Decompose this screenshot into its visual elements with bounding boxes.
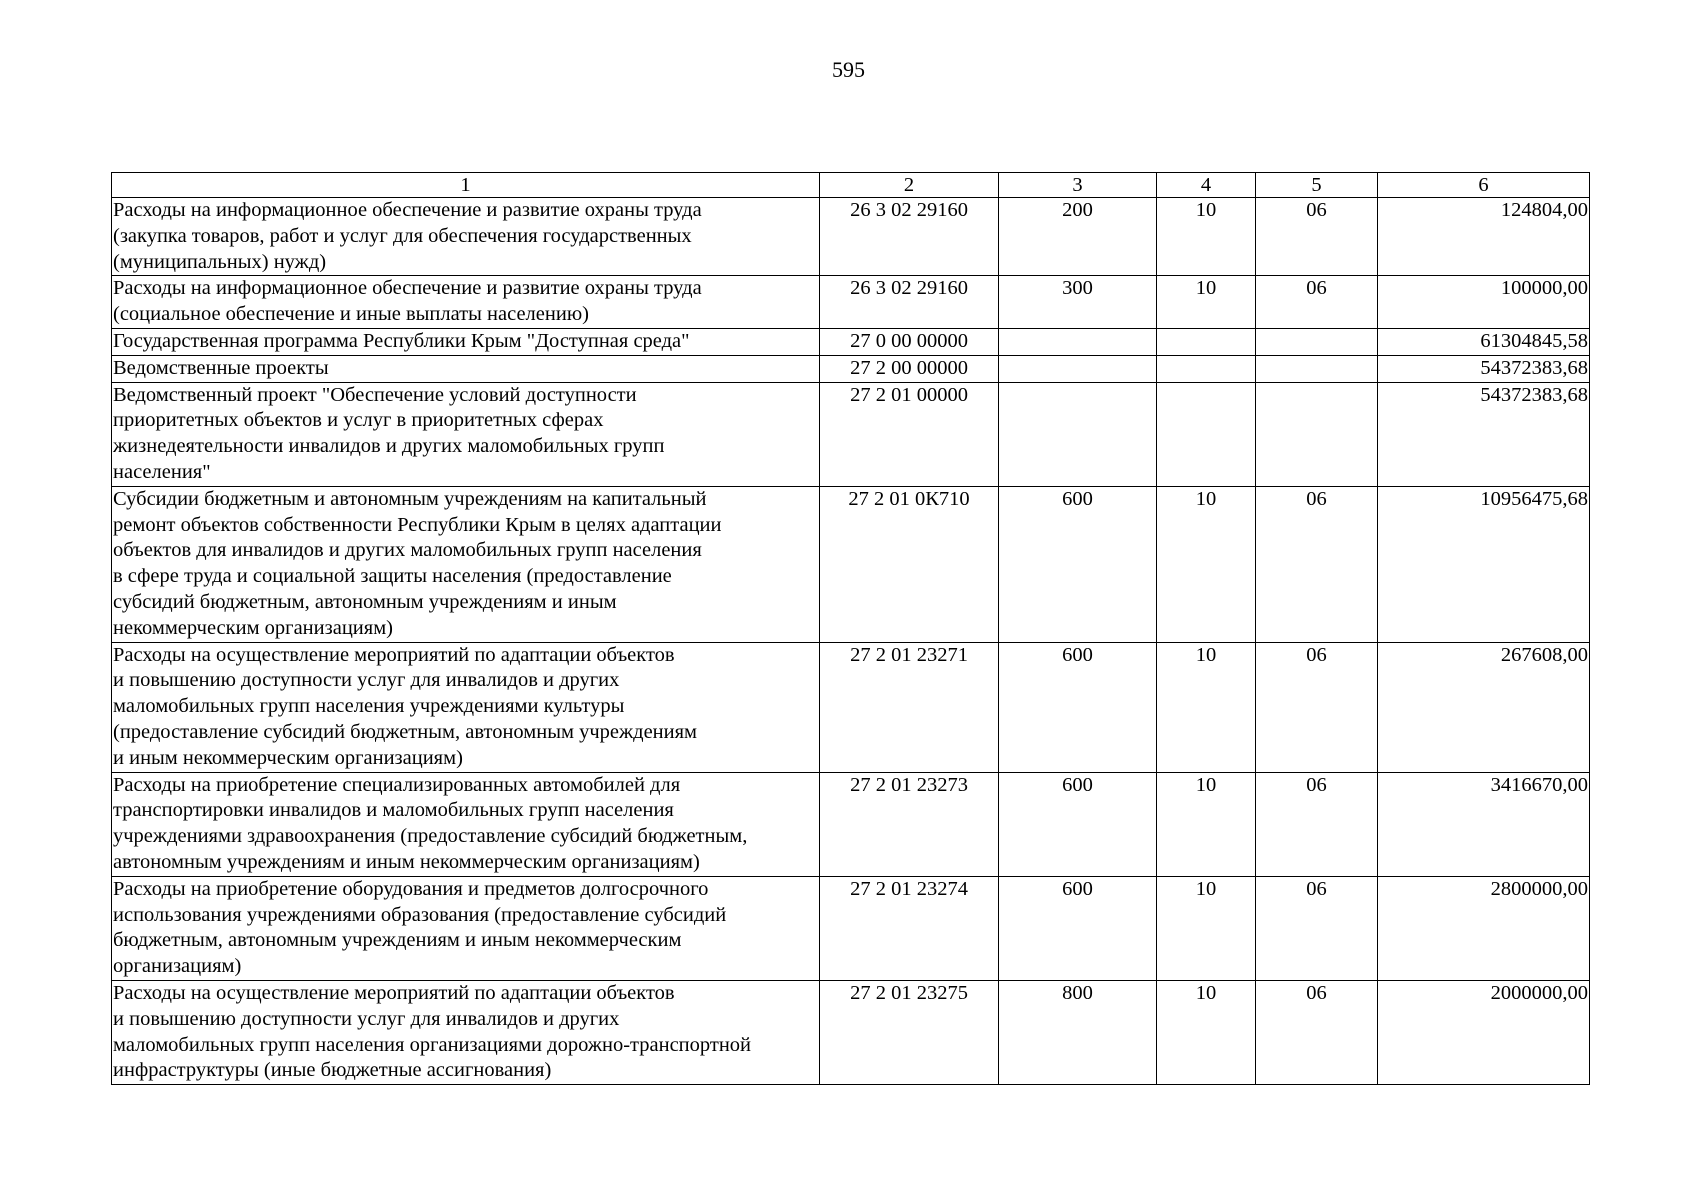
column-header-6: 6 bbox=[1378, 173, 1590, 198]
expense-name: Расходы на осуществление мероприятий по адаптации объектов и повышению доступности услуг для инвалидов и других маломобильных групп населения организациями дорожно-транспортной инфраструктуры (иные бюджетные ассигнования) bbox=[112, 980, 820, 1084]
expense-type-code bbox=[999, 355, 1157, 382]
table-row bbox=[112, 642, 1590, 772]
amount: 54372383,68 bbox=[1378, 382, 1590, 486]
column-header-1: 1 bbox=[112, 173, 820, 198]
target-article-code: 27 0 00 00000 bbox=[820, 328, 999, 355]
target-article-code: 27 2 01 23275 bbox=[820, 980, 999, 1084]
expense-name: Ведомственные проекты bbox=[112, 355, 820, 382]
subsection-code: 06 bbox=[1256, 980, 1378, 1084]
subsection-code: 06 bbox=[1256, 876, 1378, 980]
subsection-code: 06 bbox=[1256, 772, 1378, 876]
expense-type-code: 600 bbox=[999, 876, 1157, 980]
section-code: 10 bbox=[1157, 276, 1256, 329]
amount: 10956475,68 bbox=[1378, 486, 1590, 642]
table-row bbox=[112, 355, 1590, 382]
section-code: 10 bbox=[1157, 486, 1256, 642]
target-article-code: 27 2 01 00000 bbox=[820, 382, 999, 486]
table-row bbox=[112, 382, 1590, 486]
table-row bbox=[112, 876, 1590, 980]
expense-name: Субсидии бюджетным и автономным учреждениям на капитальный ремонт объектов собственности Республики Крым в целях адаптации объектов для инвалидов и других маломобильных групп населения в сфере труда и социальной защиты населения (предоставление субсидий бюджетным, автономным учреждениям и иным некоммерческим организациям) bbox=[112, 486, 820, 642]
expense-name: Расходы на осуществление мероприятий по адаптации объектов и повышению доступности услуг для инвалидов и других маломобильных групп населения учреждениями культуры (предоставление субсидий бюджетным, автономным учреждениям и иным некоммерческим организациям) bbox=[112, 642, 820, 772]
amount: 3416670,00 bbox=[1378, 772, 1590, 876]
page-number: 595 bbox=[832, 57, 865, 82]
amount: 124804,00 bbox=[1378, 198, 1590, 276]
target-article-code: 27 2 00 00000 bbox=[820, 355, 999, 382]
column-header-2: 2 bbox=[820, 173, 999, 198]
section-code bbox=[1157, 382, 1256, 486]
expense-type-code bbox=[999, 328, 1157, 355]
expense-type-code: 300 bbox=[999, 276, 1157, 329]
expense-type-code: 600 bbox=[999, 486, 1157, 642]
subsection-code: 06 bbox=[1256, 486, 1378, 642]
expense-name: Ведомственный проект "Обеспечение условий доступности приоритетных объектов и услуг в приоритетных сферах жизнедеятельности инвалидов и других маломобильных групп населения" bbox=[112, 382, 820, 486]
target-article-code: 26 3 02 29160 bbox=[820, 198, 999, 276]
expense-name: Расходы на информационное обеспечение и развитие охраны труда (социальное обеспечение и иные выплаты населению) bbox=[112, 276, 820, 329]
target-article-code: 27 2 01 23271 bbox=[820, 642, 999, 772]
section-code: 10 bbox=[1157, 876, 1256, 980]
subsection-code bbox=[1256, 382, 1378, 486]
table-row bbox=[112, 198, 1590, 276]
amount: 2800000,00 bbox=[1378, 876, 1590, 980]
section-code bbox=[1157, 355, 1256, 382]
target-article-code: 27 2 01 23274 bbox=[820, 876, 999, 980]
subsection-code: 06 bbox=[1256, 198, 1378, 276]
section-code bbox=[1157, 328, 1256, 355]
section-code: 10 bbox=[1157, 642, 1256, 772]
amount: 267608,00 bbox=[1378, 642, 1590, 772]
column-header-4: 4 bbox=[1157, 173, 1256, 198]
subsection-code: 06 bbox=[1256, 276, 1378, 329]
expense-type-code: 600 bbox=[999, 642, 1157, 772]
section-code: 10 bbox=[1157, 772, 1256, 876]
amount: 100000,00 bbox=[1378, 276, 1590, 329]
table-row bbox=[112, 328, 1590, 355]
section-code: 10 bbox=[1157, 980, 1256, 1084]
expense-name: Расходы на информационное обеспечение и развитие охраны труда (закупка товаров, работ и услуг для обеспечения государственных (муниципальных) нужд) bbox=[112, 198, 820, 276]
expense-name: Расходы на приобретение оборудования и предметов долгосрочного использования учреждениями образования (предоставление субсидий бюджетным, автономным учреждениям и иным некоммерческим организациям) bbox=[112, 876, 820, 980]
table-row bbox=[112, 276, 1590, 329]
amount: 2000000,00 bbox=[1378, 980, 1590, 1084]
target-article-code: 26 3 02 29160 bbox=[820, 276, 999, 329]
expense-type-code bbox=[999, 382, 1157, 486]
section-code: 10 bbox=[1157, 198, 1256, 276]
subsection-code bbox=[1256, 355, 1378, 382]
target-article-code: 27 2 01 23273 bbox=[820, 772, 999, 876]
expense-type-code: 200 bbox=[999, 198, 1157, 276]
expense-name: Расходы на приобретение специализированных автомобилей для транспортировки инвалидов и маломобильных групп населения учреждениями здравоохранения (предоставление субсидий бюджетным, автономным учреждениям и иным некоммерческим организациям) bbox=[112, 772, 820, 876]
subsection-code bbox=[1256, 328, 1378, 355]
header-row bbox=[112, 173, 1590, 198]
budget-table bbox=[111, 172, 1590, 1085]
amount: 61304845,58 bbox=[1378, 328, 1590, 355]
subsection-code: 06 bbox=[1256, 642, 1378, 772]
column-header-3: 3 bbox=[999, 173, 1157, 198]
expense-type-code: 600 bbox=[999, 772, 1157, 876]
table-row bbox=[112, 980, 1590, 1084]
column-header-5: 5 bbox=[1256, 173, 1378, 198]
expense-type-code: 800 bbox=[999, 980, 1157, 1084]
table-row bbox=[112, 486, 1590, 642]
expense-name: Государственная программа Республики Крым "Доступная среда" bbox=[112, 328, 820, 355]
table-row bbox=[112, 772, 1590, 876]
amount: 54372383,68 bbox=[1378, 355, 1590, 382]
target-article-code: 27 2 01 0К710 bbox=[820, 486, 999, 642]
